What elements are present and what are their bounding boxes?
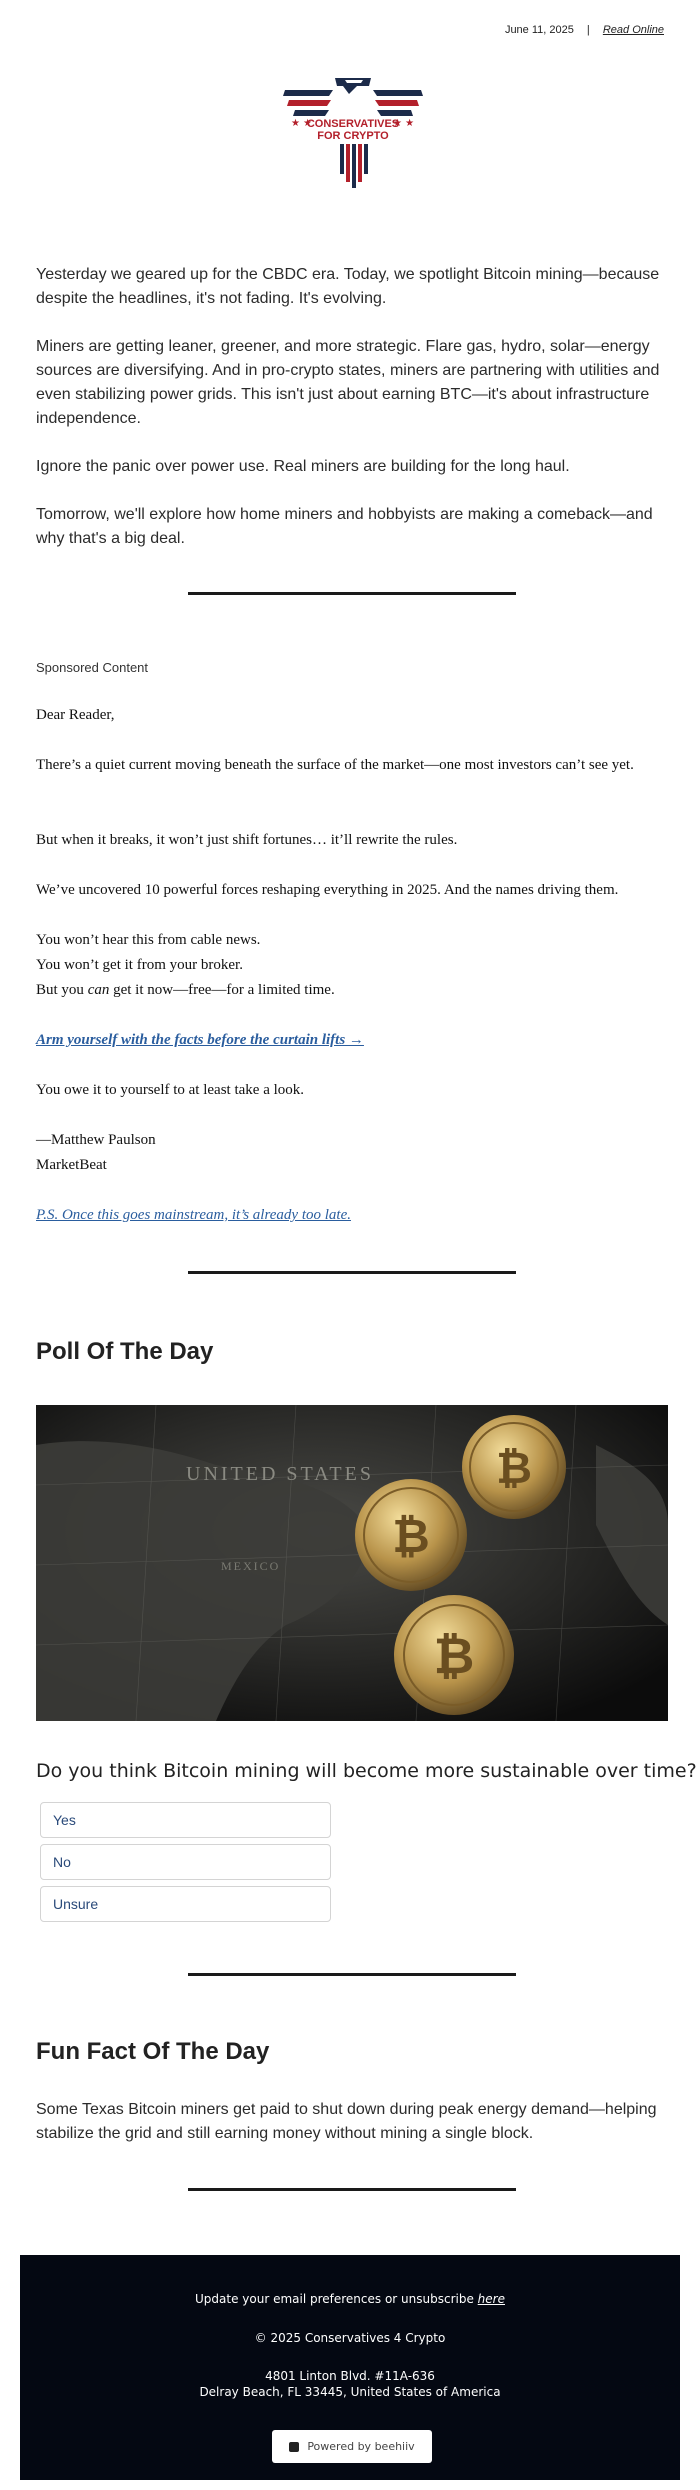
bitcoin-coin-icon: [462, 1415, 566, 1519]
divider: [188, 2188, 516, 2191]
poll-option-no[interactable]: No: [40, 1844, 331, 1880]
address-line-1: 4801 Linton Blvd. #11A-636: [265, 2369, 435, 2383]
read-online-link[interactable]: Read Online: [602, 24, 664, 36]
poll-title: Poll Of The Day: [36, 1338, 214, 1365]
logo-text-line2: FOR CRYPTO: [317, 130, 389, 142]
unsubscribe-link[interactable]: here: [477, 2292, 505, 2306]
sponsored-line-2: You won’t get it from your broker.: [36, 957, 243, 973]
sponsored-line-3: [36, 978, 668, 1003]
svg-text:₿: ₿: [433, 1627, 475, 1685]
top-bar: [505, 24, 664, 36]
issue-date: June 11, 2025: [504, 24, 574, 36]
sponsored-paragraph-1: There’s a quiet current moving beneath the surface of the market—one most investors can’t see yet.: [36, 757, 634, 773]
ps-paragraph: [36, 1203, 668, 1228]
intro-paragraph-3: Ignore the panic over power use. Real miners are building for the long haul.: [36, 458, 570, 475]
intro-paragraph-4: Tomorrow, we'll explore how home miners and hobbyists are making a comeback—and why that's a big deal.: [36, 506, 653, 547]
svg-text:★ ★: ★ ★: [393, 118, 415, 129]
cta-paragraph: [36, 1028, 668, 1053]
intro-paragraph-2: Miners are getting leaner, greener, and more strategic. Flare gas, hydro, solar—energy sources are diversifying. And in pro-crypto states, miners are partnering with utilities and even stabilizing power grids. This isn't just about earning BTC—it's about infrastructure independence.: [36, 338, 660, 427]
map-label-united-states: UNITED STATES: [186, 1463, 374, 1485]
cta-link[interactable]: Arm yourself with the facts before the curtain lifts →: [36, 1032, 364, 1048]
signoff-company: MarketBeat: [36, 1157, 107, 1173]
preferences-text: Update your email preferences or unsubscribe: [195, 2292, 478, 2306]
sponsored-greeting: Dear Reader,: [36, 707, 115, 723]
footer: [20, 2255, 680, 2480]
fun-fact-title: Fun Fact Of The Day: [36, 2038, 270, 2065]
bitcoin-map-image: [36, 1405, 668, 1721]
divider: [188, 1271, 516, 1274]
poll-option-yes[interactable]: Yes: [40, 1802, 331, 1838]
poll-option-unsure[interactable]: Unsure: [40, 1886, 331, 1922]
svg-text:★ ★: ★ ★: [291, 118, 313, 129]
sponsored-line-1: You won’t hear this from cable news.: [36, 932, 261, 948]
address-line-2: Delray Beach, FL 33445, United States of America: [199, 2385, 501, 2399]
conservatives-for-crypto-logo[interactable]: [283, 72, 423, 192]
powered-by-beehiiv-badge[interactable]: [272, 2430, 432, 2463]
beehiiv-icon: [289, 2442, 299, 2452]
separator: |: [586, 24, 590, 36]
svg-text:₿: ₿: [392, 1509, 430, 1563]
poll-question: Do you think Bitcoin mining will become more sustainable over time?: [36, 1760, 697, 1782]
copyright: © 2025 Conservatives 4 Crypto: [254, 2331, 446, 2345]
ps-link[interactable]: P.S. Once this goes mainstream, it’s already too late.: [36, 1207, 351, 1223]
bitcoin-coin-icon: [355, 1479, 467, 1591]
line3-emphasis: can: [87, 982, 110, 998]
fun-fact-text: Some Texas Bitcoin miners get paid to shut down during peak energy demand—helping stabilize the grid and still earning money without mining a single block.: [36, 2101, 657, 2142]
sponsored-paragraph-2: But when it breaks, it won’t just shift fortunes… it’ll rewrite the rules.: [36, 832, 458, 848]
map-label-mexico: MEXICO: [221, 1559, 281, 1573]
preferences-line: [20, 2292, 680, 2306]
intro-paragraph-1: Yesterday we geared up for the CBDC era. Today, we spotlight Bitcoin mining—because despite the headlines, it's not fading. It's evolving.: [36, 266, 660, 307]
powered-by-text: Powered by beehiiv: [307, 2440, 415, 2453]
sponsored-content-label: Sponsored Content: [36, 660, 149, 675]
signoff-name: —Matthew Paulson: [36, 1132, 156, 1148]
sponsored-paragraph-3: We’ve uncovered 10 powerful forces reshaping everything in 2025. And the names driving them.: [36, 882, 619, 898]
logo-text-line1: CONSERVATIVES: [306, 118, 400, 130]
line3-after: get it now—free—for a limited time.: [109, 982, 335, 998]
eagle-tail-icon: [340, 144, 368, 188]
bitcoin-coin-icon: [394, 1595, 514, 1715]
eagle-wings-icon: [283, 78, 423, 116]
divider: [188, 1973, 516, 1976]
divider: [188, 592, 516, 595]
svg-text:₿: ₿: [496, 1443, 532, 1494]
line3-before: But you: [36, 982, 88, 998]
sponsored-paragraph-4: You owe it to yourself to at least take a look.: [36, 1082, 305, 1098]
